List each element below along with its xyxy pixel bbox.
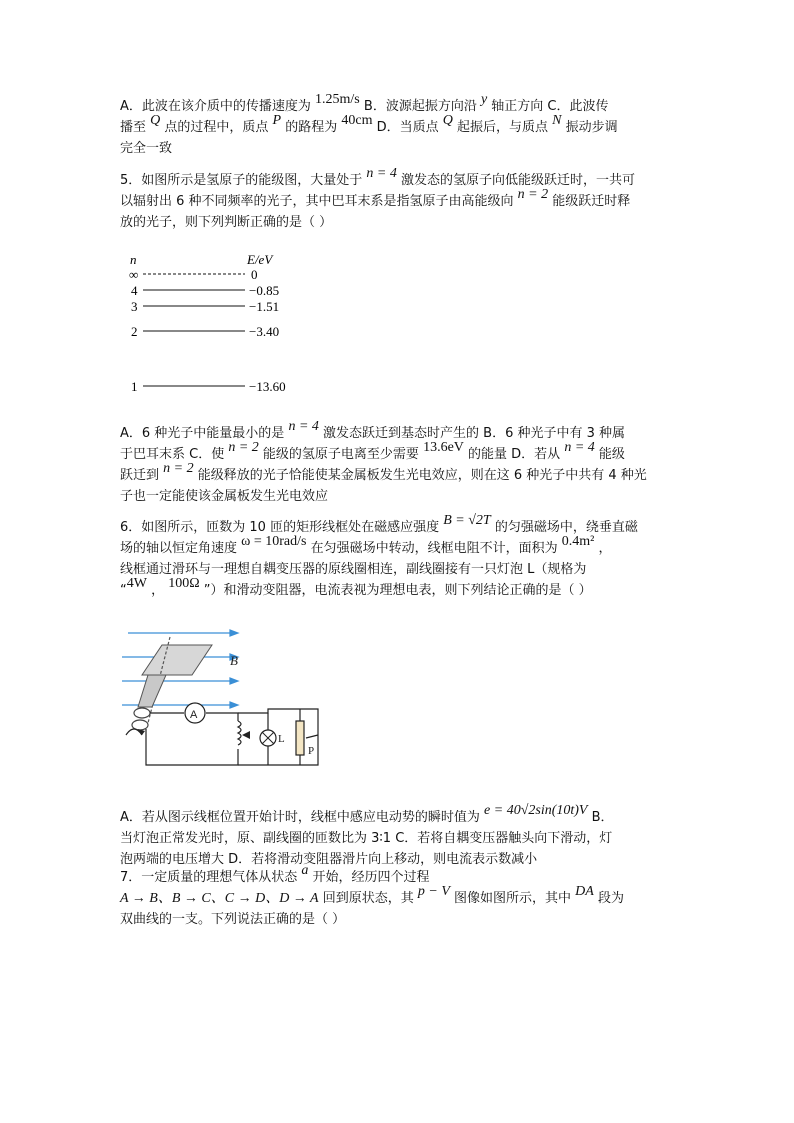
text-line xyxy=(120,187,680,212)
math-expression: n = 2 xyxy=(163,461,194,476)
rheostat-label: P xyxy=(308,745,315,757)
level-energy-label: −13.60 xyxy=(249,379,286,394)
level-n-label: ∞ xyxy=(129,267,139,282)
text-run: 轴正方向 C．此波传 xyxy=(487,99,609,114)
math-expression: ω = 10rad/s xyxy=(241,534,307,549)
text-run: 场的轴以恒定角速度 xyxy=(120,541,242,556)
math-expression: n = 4 xyxy=(288,419,319,434)
math-expression: A → B、B → C、C → D、D → A xyxy=(120,891,319,906)
math-expression: 100Ω xyxy=(168,576,200,591)
math-expression: P xyxy=(272,113,282,128)
ammeter-label: A xyxy=(190,709,198,721)
math-expression: n = 2 xyxy=(228,440,259,455)
text-line xyxy=(120,513,680,538)
text-run: 线框通过滑环与一理想自耦变压器的原线圈相连，副线圈接有一只灯泡 L（规格为 xyxy=(120,562,587,577)
field-label: B xyxy=(230,653,238,668)
text-run: 放的光子，则下列判断正确的是（ ） xyxy=(120,215,333,230)
level-3 xyxy=(131,299,279,314)
n-header: n xyxy=(130,252,137,267)
math-expression: B = √2T xyxy=(443,513,491,528)
text-line xyxy=(120,803,680,828)
text-run: 于巴耳末系 C．使 xyxy=(120,447,229,462)
text-run: 6．如图所示，匝数为 10 匝的矩形线框处在磁感应强度 xyxy=(120,520,444,535)
text-line xyxy=(120,884,680,909)
text-run: 振动步调 xyxy=(561,120,618,135)
text-line xyxy=(120,461,680,486)
level-n-label: 3 xyxy=(131,299,138,314)
level-energy-label: −0.85 xyxy=(249,283,280,298)
text-run: D．当质点 xyxy=(372,120,443,135)
text-run: 图像如图所示，其中 xyxy=(449,891,576,906)
math-expression: a xyxy=(301,863,309,878)
math-expression: n = 4 xyxy=(564,440,595,455)
autotransformer-coil xyxy=(238,721,241,745)
text-run: 跃迁到 xyxy=(120,468,164,483)
text-run: 激发态跃迁到基态时产生的 B．6 种光子中有 3 种属 xyxy=(318,426,626,441)
text-run: 开始，经历四个过程 xyxy=(308,870,430,885)
math-expression: Q xyxy=(442,113,453,128)
math-expression: 0.4m² xyxy=(561,534,595,549)
text-run: ， xyxy=(594,541,612,556)
math-expression: 1.25m/s xyxy=(315,92,360,107)
q6-options xyxy=(120,803,680,870)
text-run: 回到原状态，其 xyxy=(318,891,418,906)
text-line xyxy=(120,113,680,138)
math-expression: n = 2 xyxy=(517,187,549,202)
slip-ring-upper xyxy=(134,708,150,718)
energy-level-diagram xyxy=(125,250,325,400)
text-run: 当灯泡正常发光时，原、副线圈的匝数比为 3∶1 C．若将自耦变压器触头向下滑动，灯 xyxy=(120,831,613,846)
level-n-label: 4 xyxy=(131,283,138,298)
text-run: 能级释放的光子恰能使某金属板发生光电效应，则在这 6 种光子中共有 4 种光 xyxy=(193,468,647,483)
level-1 xyxy=(131,379,286,394)
math-expression: 4W xyxy=(126,576,147,591)
text-run: 以辐射出 6 种不同频率的光子，其中巴耳末系是指氢原子由高能级向 xyxy=(120,194,518,209)
text-run: B．波源起振方向沿 xyxy=(359,99,481,114)
circuit-wires xyxy=(146,709,318,765)
text-run: B． xyxy=(587,810,614,825)
text-run: 起振后，与质点 xyxy=(452,120,553,135)
math-expression: 13.6eV xyxy=(423,440,464,455)
text-line xyxy=(120,534,680,559)
coil-frame xyxy=(142,645,212,675)
text-run: 点的过程中，质点 xyxy=(160,120,273,135)
text-run: 7．一定质量的理想气体从状态 xyxy=(120,870,302,885)
text-run: A．6 种光子中能量最小的是 xyxy=(120,426,289,441)
text-run: 激发态的氢原子向低能级跃迁时，一共可 xyxy=(396,173,635,188)
text-line xyxy=(120,576,680,601)
math-expression: 40cm xyxy=(341,113,373,128)
q6-stem xyxy=(120,513,680,601)
text-line xyxy=(120,863,680,888)
text-run: ”）和滑动变阻器，电流表视为理想电表，则下列结论正确的是（ ） xyxy=(199,583,592,598)
text-run: 子也一定能使该金属板发生光电效应 xyxy=(120,489,329,504)
text-run: 的能量 D．若从 xyxy=(463,447,565,462)
text-run: 的路程为 xyxy=(281,120,342,135)
text-line xyxy=(120,419,680,444)
math-expression: y xyxy=(480,92,488,107)
q5-options xyxy=(120,419,680,507)
level-n-label: 2 xyxy=(131,324,138,339)
text-run: 泡两端的电压增大 D．若将滑动变阻器滑片向上移动，则电流表示数减小 xyxy=(120,852,538,867)
text-line xyxy=(120,440,680,465)
q5-stem xyxy=(120,166,680,233)
text-run: 完全一致 xyxy=(120,141,173,156)
text-run: A．若从图示线框位置开始计时，线框中感应电动势的瞬时值为 xyxy=(120,810,485,825)
text-run: 能级的氢原子电离至少需要 xyxy=(258,447,424,462)
coil-lower-frame xyxy=(138,675,166,707)
text-run: 双曲线的一支。下列说法正确的是（ ） xyxy=(120,912,346,927)
text-line xyxy=(120,138,680,159)
math-expression: N xyxy=(552,113,562,128)
text-run: 在匀强磁场中转动，线框电阻不计，面积为 xyxy=(306,541,562,556)
math-expression: p − V xyxy=(417,884,450,899)
text-line xyxy=(120,486,680,507)
level-4 xyxy=(131,283,279,298)
rheostat xyxy=(296,721,304,755)
text-line xyxy=(120,559,680,580)
text-line xyxy=(120,166,680,191)
level-energy-label: −1.51 xyxy=(249,299,280,314)
rheostat-slider xyxy=(306,735,318,738)
generator-circuit-figure xyxy=(120,625,335,775)
q4-options xyxy=(120,92,680,159)
text-run: “ xyxy=(120,583,127,598)
text-run: 5．如图所示是氢原子的能级图，大量处于 xyxy=(120,173,367,188)
text-run: ， xyxy=(146,583,169,598)
text-run: 能级 xyxy=(594,447,625,462)
e-header: E/eV xyxy=(247,252,273,267)
text-run: 播至 xyxy=(120,120,151,135)
level-infinity xyxy=(129,267,258,282)
level-energy-label: 0 xyxy=(251,267,258,282)
text-line xyxy=(120,92,680,117)
text-run: 能级跃迁时释 xyxy=(548,194,631,209)
level-2 xyxy=(131,324,279,339)
text-run: A．此波在该介质中的传播速度为 xyxy=(120,99,316,114)
q7-stem xyxy=(120,863,680,930)
level-energy-label: −3.40 xyxy=(249,324,280,339)
transformer-tap xyxy=(242,731,250,739)
text-run: 的匀强磁场中，绕垂直磁 xyxy=(490,520,638,535)
math-expression: Q xyxy=(150,113,161,128)
text-line xyxy=(120,212,680,233)
level-n-label: 1 xyxy=(131,379,138,394)
text-line xyxy=(120,828,680,849)
text-line xyxy=(120,909,680,930)
math-expression: DA xyxy=(575,884,594,899)
math-expression: n = 4 xyxy=(366,166,397,181)
math-expression: e = 40√2sin(10t)V xyxy=(484,803,588,818)
lamp-label: L xyxy=(278,733,285,745)
text-run: 段为 xyxy=(593,891,624,906)
